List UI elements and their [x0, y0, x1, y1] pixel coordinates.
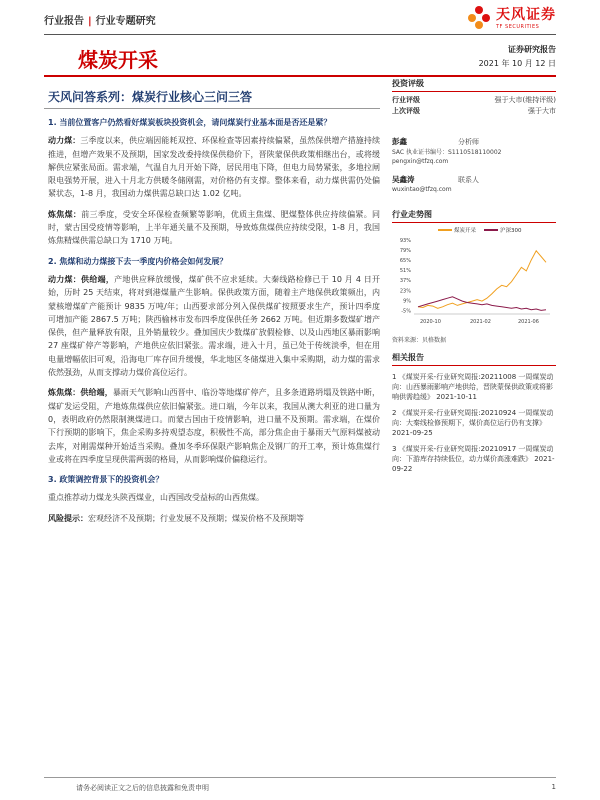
logo-cn: 天风证券 — [496, 7, 556, 23]
question-3: 3. 政策调控背景下的投资机会？ — [48, 475, 164, 485]
analyst-email[interactable]: wuxintao@tfzq.com — [392, 186, 452, 193]
analyst-email[interactable]: pengxin@tfzq.com — [392, 158, 449, 165]
category-label: 行业报告 — [44, 16, 84, 27]
y-tick-label: -5% — [401, 307, 411, 314]
chart-source: 资料来源：贝格数据 — [392, 336, 447, 344]
y-tick-label: 9% — [403, 297, 411, 304]
y-tick-label: 23% — [399, 287, 411, 294]
related-report-item[interactable]: 1 《煤炭开采-行业研究周报:20211008 一周煤炭动向：山西暴雨影响产地供给，晋陕蒙保供政策或将影响供需趋缓》 2021-10-11 — [392, 372, 554, 401]
trend-title: 行业走势图 — [392, 209, 556, 223]
y-tick-label: 93% — [399, 237, 411, 244]
footer-divider — [44, 777, 556, 778]
legend-item-csi300: 沪深300 — [484, 226, 522, 234]
analyst-block: 彭鑫 分析师 SAC 执业证书编号：S1110518110002 pengxin@tfzq.com 吴鑫涛 联系人 wuxintao@tfzq.com — [392, 137, 556, 195]
logo-icon — [466, 4, 492, 30]
related-reports — [392, 372, 556, 474]
legend-item-coal: 煤炭开采 — [438, 226, 476, 234]
x-tick-label: 2020-10 — [420, 318, 441, 325]
paragraph: 重点推荐动力煤龙头陕西煤业，山西国改受益标的山西焦煤。 — [48, 493, 264, 503]
y-tick-label: 79% — [399, 247, 411, 254]
related-title: 相关报告 — [392, 352, 556, 366]
trend-chart — [392, 234, 556, 330]
related-report-item[interactable]: 2 《煤炭开采-行业研究周报:20210924 一周煤炭动向：大秦线检修预期下，煤价高位运行仍有支撑》 2021-09-25 — [392, 408, 554, 437]
paragraph: 动力煤：供给端，产地供应释放缓慢，煤矿供不应求延续。大秦线路检修已于 10 月 4 日开始，历时 25 天结束，将对到港煤量产生影响。保供政策方面，随着主产地保供政策频出，内蒙核增煤矿产能预计 9835 万吨/年；山西要求部分列入保供煤矿按照要求生产，预计四季度可增加产能 2867.5 万吨；陕西榆林市发布四季度保供任务 2662 万吨。但近期多数煤矿增产保供，但产量释放有限，且外销量较少。叠加国庆少数煤矿放假检修、以及山西地区暴雨影响 27 座煤矿停产等影响，产地供应依旧紧张。需求端，进入十月，虽已处于传统淡季，但在用电量增幅依旧可观，沿海电厂库存回升缓慢，华北地区冬储煤进入集中采购期，动力煤的需求依然强劲，从而支撑动力煤价高位运行。 — [48, 274, 380, 378]
y-tick-label: 65% — [399, 257, 411, 264]
related-report-item[interactable]: 3 《煤炭开采-行业研究周报:20210917 一周煤炭动向：下游库存持续低位，动力煤价高涨难跌》 2021-09-22 — [392, 444, 555, 473]
industry-rating: 行业评级 强于大市(维持评级) — [392, 96, 556, 104]
header-divider — [44, 34, 556, 35]
footer-disclaimer: 请务必阅读正文之后的信息披露和免责申明 — [76, 784, 209, 792]
company-logo — [466, 4, 556, 30]
subcategory-label: 行业专题研究 — [95, 16, 156, 27]
analyst-name: 彭鑫 — [392, 137, 407, 146]
question-2: 2. 焦煤和动力煤接下去一季度内价格会如何发展？ — [48, 256, 228, 266]
sector-divider — [44, 75, 556, 77]
main-content — [48, 116, 380, 532]
title-divider — [44, 108, 380, 109]
analyst-name: 吴鑫涛 — [392, 174, 415, 184]
last-rating: 上次评级 强于大市 — [392, 107, 556, 115]
y-tick-label: 37% — [399, 277, 411, 284]
chart-legend — [438, 226, 556, 234]
risk-warning: 风险提示：宏观经济不及预期；行业发展不及预期；煤炭价格不及预期等 — [48, 513, 304, 523]
question-1: 1. 当前位置客户仍然看好煤炭板块投资机会，请问煤炭行业基本面是否还是紧？ — [48, 118, 332, 127]
sidebar — [392, 78, 556, 480]
trend-chart-block — [392, 209, 556, 344]
report-category: 行业报告 | 行业专题研究 — [44, 16, 156, 27]
rating-title: 投资评级 — [392, 78, 556, 92]
x-tick-label: 2021-02 — [470, 318, 491, 325]
series-line-0 — [418, 250, 546, 307]
paragraph: 炼焦煤：供给端，暴雨天气影响山西晋中、临汾等地煤矿停产，且多条道路坍塌及铁路中断，煤矿发运受阻，产地炼焦煤供应依旧偏紧张。进口端，今年以来，我国从澳大利亚的进口量为 0，表明政府仍然限制澳煤进口。而蒙古国由于疫情影响，进口量不及预期。需求端，在煤价下行预期的影响下，焦企采购多持观望态度，积极性不高，部分焦企由于暴雨天气原料煤被动去库，对刚需煤种开始适当采购。叠加冬季环保限产影响焦企及钢厂的开工率，预计炼焦煤行业或将在四季度呈现供需两弱的格局，从而影响煤价偏稳运行。 — [48, 388, 381, 464]
y-tick-label: 51% — [399, 267, 411, 274]
x-tick-label: 2021-06 — [518, 318, 539, 325]
paragraph: 炼焦煤：前三季度，受安全环保检查频繁等影响，优质主焦煤、肥煤整体供应持续偏紧。同时，蒙古国受疫情等影响，上半年通关量不及预期，导致炼焦煤供应持续受限，1-8 月，我国炼焦精煤供需总缺口为 1710 万吨。 — [48, 209, 380, 246]
sector-title: 煤炭开采 — [78, 48, 158, 72]
paragraph: 动力煤：三季度以来，供应端因能耗双控、环保检查等因素持续偏紧，虽然保供增产措施持续推进，但增产效果不及预期，国家发改委持续保供稳价下，晋陕蒙保供政策相继出台，或将缓解供应紧张局面。需求端，气温自九月开始下降，居民用电下降，但电力局势紧张，多地拉闸限电强势开展，进入十月北方供暖冬储刚需，对价格仍有支撑。整体来看，动力煤供需仍处偏紧状态，1-8 月，我国动力煤供需总缺口达 1.02 亿吨。 — [48, 136, 381, 199]
logo-en: TF SECURITIES — [496, 24, 540, 30]
report-date: 2021 年 10 月 12 日 — [478, 59, 556, 68]
page-number: 1 — [551, 783, 556, 791]
analyst-cert: SAC 执业证书编号：S1110518110002 — [392, 148, 502, 156]
report-type: 证券研究报告 — [508, 45, 556, 54]
report-title: 天风问答系列：煤炭行业核心三问三答 — [48, 90, 253, 104]
